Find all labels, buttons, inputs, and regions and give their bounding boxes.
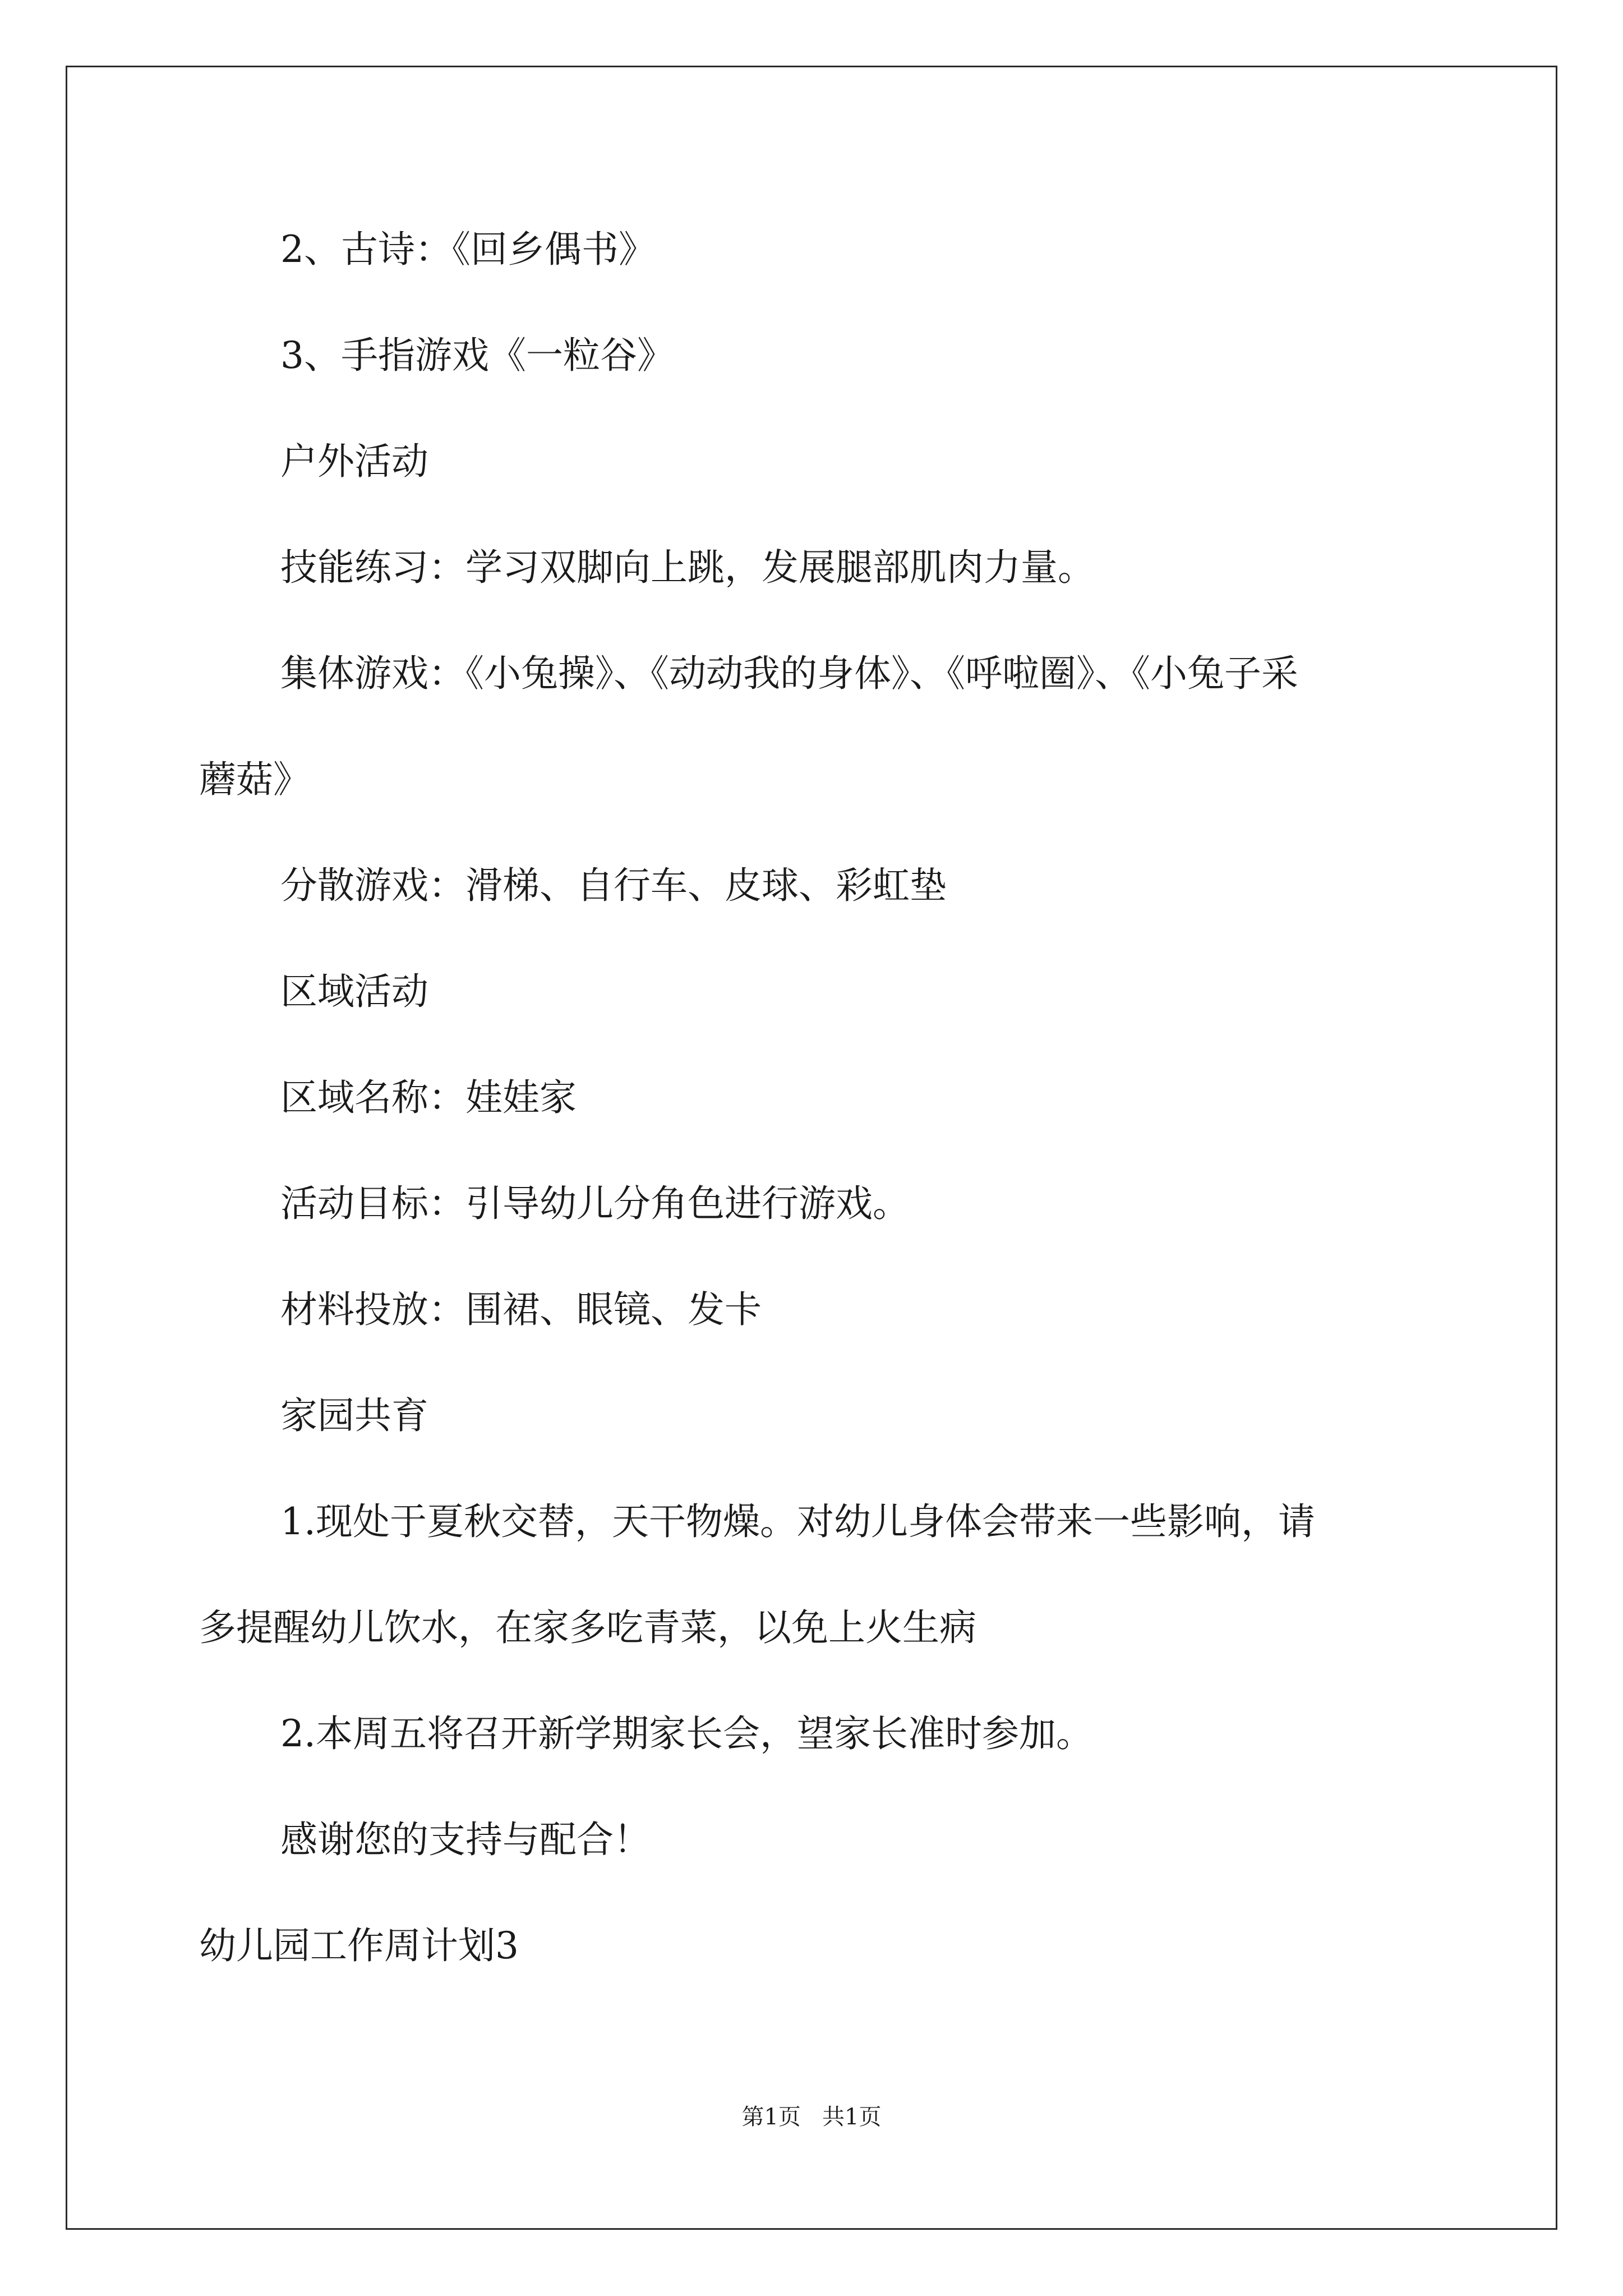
text-line-materials: 材料投放：围裙、眼镜、发卡	[280, 1288, 762, 1331]
section-heading-area: 区域活动	[280, 970, 428, 1013]
page-border	[66, 66, 1557, 2230]
text-line-skill-practice: 技能练习：学习双脚向上跳，发展腿部肌肉力量。	[280, 546, 1095, 589]
text-line-note-1: 1.现处于夏秋交替，天干物燥。对幼儿身体会带来一些影响，请	[280, 1500, 1315, 1543]
text-line-note-1-cont: 多提醒幼儿饮水，在家多吃青菜，以免上火生病	[199, 1606, 976, 1649]
text-line-group-games-cont: 蘑菇》	[199, 758, 310, 801]
text-line-next-title: 幼儿园工作周计划3	[199, 1924, 519, 1967]
page-footer: 第1页 共1页	[741, 2104, 882, 2130]
text-line-poem: 2、古诗：《回乡偶书》	[280, 228, 656, 271]
text-line-activity-goal: 活动目标：引导幼儿分角色进行游戏。	[280, 1182, 910, 1225]
section-heading-outdoor: 户外活动	[280, 440, 428, 483]
text-line-group-games: 集体游戏：《小兔操》、《动动我的身体》、《呼啦圈》、《小兔子采	[280, 652, 1298, 695]
text-line-note-2: 2.本周五将召开新学期家长会，望家长准时参加。	[280, 1712, 1093, 1755]
text-line-free-games: 分散游戏：滑梯、自行车、皮球、彩虹垫	[280, 864, 947, 907]
text-line-thanks: 感谢您的支持与配合！	[280, 1818, 651, 1861]
text-line-area-name: 区域名称：娃娃家	[280, 1076, 577, 1119]
text-line-finger-game: 3、手指游戏《一粒谷》	[280, 334, 674, 377]
section-heading-home-school: 家园共育	[280, 1394, 428, 1437]
